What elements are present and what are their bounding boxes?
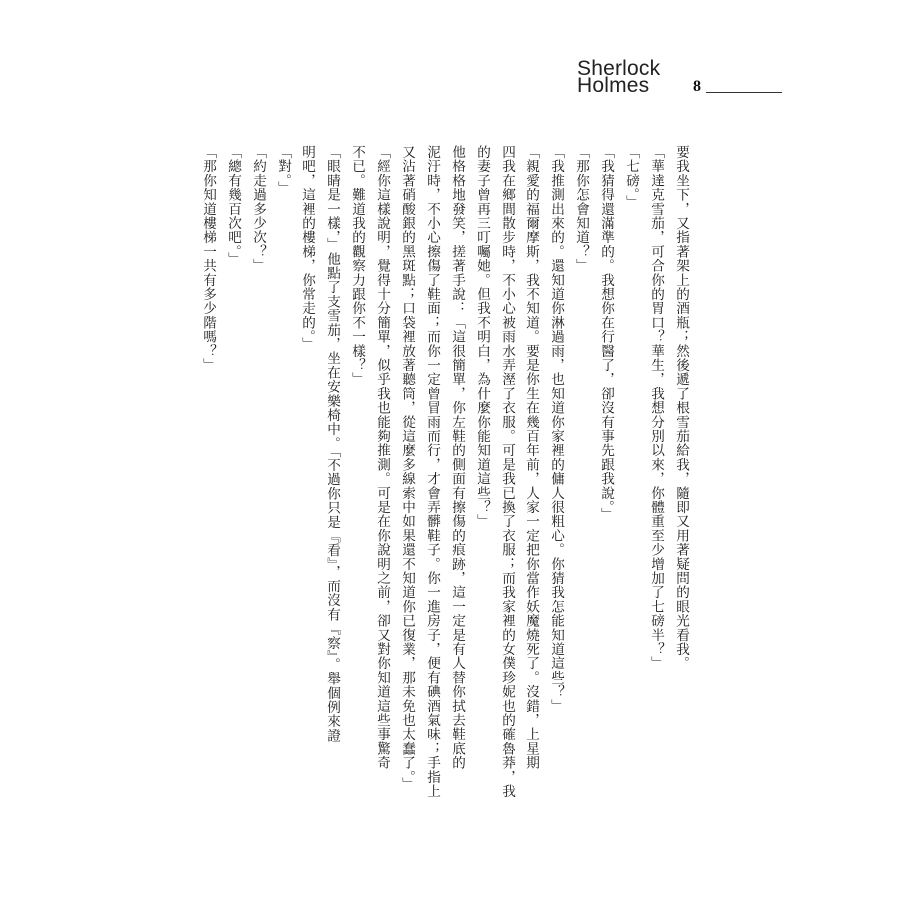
text-column-18: 「約走過多少次？」	[250, 145, 266, 273]
text-column-19: 「總有幾百次吧。」	[225, 145, 241, 266]
text-column-9: 的妻子曾再三叮囑她。但我不明白，為什麼你能知道這些？」	[474, 145, 490, 529]
header-title-line1: Sherlock	[577, 57, 661, 80]
text-column-8: 四我在鄉間散步時，不小心被雨水弄溼了衣服。可是我已換了衣服；而我家裡的女僕珍妮也的確魯莽，我	[499, 145, 515, 799]
page-number: 8	[693, 78, 701, 95]
text-column-7: 「親愛的福爾摩斯，我不知道。要是你生在幾百年前，人家一定把你當作妖魔燒死了。沒錯，上星期	[523, 145, 539, 770]
text-column-10: 他格格地發笑，搓著手說：「這很簡單，你左鞋的側面有擦傷的痕跡，這一定是有人替你拭去鞋底的	[449, 145, 465, 770]
text-column-14: 不已。難道我的觀察力跟你不一樣？」	[349, 145, 365, 387]
header-title-line2: Holmes	[577, 74, 650, 97]
text-column-1: 要我坐下，又指著架上的酒瓶；然後遞了根雪茄給我，隨即又用著疑問的眼光看我。	[673, 145, 689, 671]
text-column-20: 「那你知道樓梯一共有多少階嗎？」	[200, 145, 216, 373]
header-rule	[706, 92, 782, 93]
text-column-12: 又沾著硝酸銀的黑斑點；口袋裡放著聽筒，從這麼多線索中如果還不知道你已復業，那未免也太蠢了。」	[399, 145, 415, 792]
text-column-3: 「七磅。」	[623, 145, 639, 210]
text-column-2: 「華達克雪茄，可合你的胃口？華生，我想分別以來，你體重至少增加了七磅半？」	[648, 145, 664, 671]
text-column-15: 「眼睛是一樣，」他點了支雪茄，坐在安樂椅中。「不過你只是『看』，而沒有『察』。舉個例來證	[324, 145, 340, 743]
text-column-17: 「對。」	[275, 145, 291, 195]
running-header-title	[577, 57, 661, 97]
text-column-11: 泥汙時，不小心擦傷了鞋面；而你一定曾冒雨而行，才會弄髒鞋子。你一進房子，便有碘酒氣味；手指上	[424, 145, 440, 799]
text-column-13: 「經你這樣說明，覺得十分簡單，似乎我也能夠推測。可是在你說明之前，卻又對你知道這些事驚奇	[374, 145, 390, 770]
text-column-4: 「我猜得還滿準的。我想你在行醫了，卻沒有事先跟我說。」	[598, 145, 614, 522]
text-column-5: 「那你怎會知道？」	[573, 145, 589, 273]
text-column-6: 「我推測出來的。還知道你淋過雨，也知道你家裡的傭人很粗心。你猜我怎能知道這些？」	[548, 145, 564, 713]
text-column-16: 明吧，這裡的樓梯，你常走的。」	[299, 145, 315, 352]
